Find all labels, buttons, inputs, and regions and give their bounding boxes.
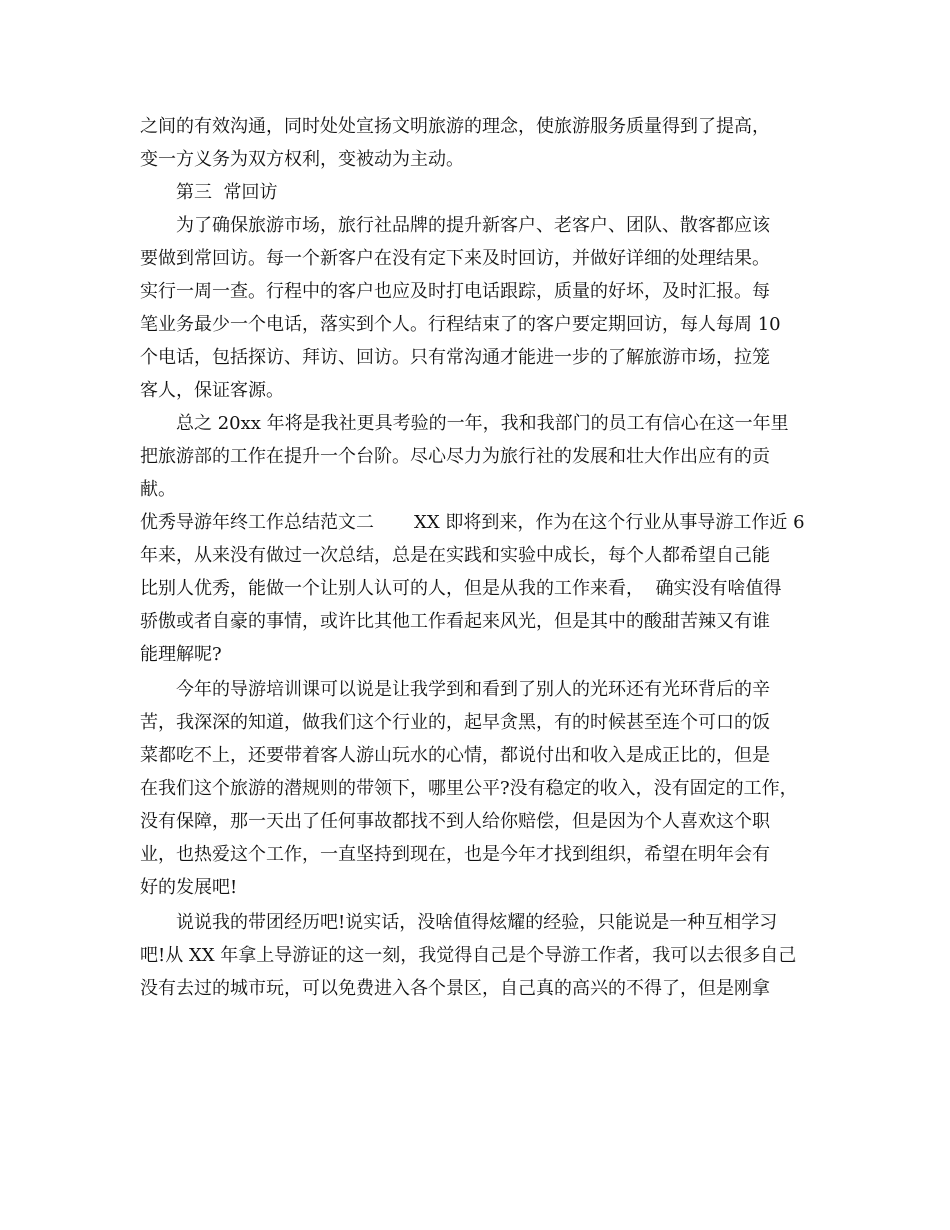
text-line: 没有去过的城市玩，可以免费进入各个景区，自己真的高兴的不得了，但是刚拿 — [140, 978, 770, 999]
text-line: 比别人优秀，能做一个让别人认可的人，但是从我的工作来看， 确实没有啥值得 — [140, 578, 782, 599]
document-body — [140, 110, 820, 1005]
text-line: 今年的导游培训课可以说是让我学到和看到了别人的光环还有光环背后的辛 — [176, 679, 770, 700]
text-line: 为了确保旅游市场，旅行社品牌的提升新客户、老客户、团队、散客都应该 — [176, 215, 770, 236]
text-line: 变一方义务为双方权利，变被动为主动。 — [140, 149, 464, 170]
text-line: 骄傲或者自豪的事情，或许比其他工作看起来风光，但是其中的酸甜苦辣又有谁 — [140, 611, 770, 632]
text-line: 优秀导游年终工作总结范文二 XX 即将到来，作为在这个行业从事导游工作近 6 — [140, 512, 805, 533]
text-line: 能理解呢? — [140, 644, 222, 665]
text-line: 吧!从 XX 年拿上导游证的这一刻，我觉得自己是个导游工作者，我可以去很多自己 — [140, 945, 797, 966]
text-line: 笔业务最少一个电话，落实到个人。行程结束了的客户要定期回访，每人每周 10 — [140, 314, 781, 335]
text-line: 总之 20xx 年将是我社更具考验的一年，我和我部门的员工有信心在这一年里 — [176, 413, 789, 434]
section-heading: 第三 常回访 — [176, 182, 278, 203]
text-line: 在我们这个旅游的潜规则的带领下，哪里公平?没有稳定的收入，没有固定的工作， — [140, 778, 798, 799]
text-line: 之间的有效沟通，同时处处宣扬文明旅游的理念，使旅游服务质量得到了提高， — [140, 116, 770, 137]
text-line: 年来，从来没有做过一次总结，总是在实践和实验中成长，每个人都希望自己能 — [140, 545, 770, 566]
text-line: 客人，保证客源。 — [140, 380, 284, 401]
text-line: 献。 — [140, 479, 176, 500]
text-line: 苦，我深深的知道，做我们这个行业的，起早贪黑，有的时候甚至连个可口的饭 — [140, 712, 770, 733]
text-line: 把旅游部的工作在提升一个台阶。尽心尽力为旅行社的发展和壮大作出应有的贡 — [140, 446, 770, 467]
text-line: 说说我的带团经历吧!说实话，没啥值得炫耀的经验，只能说是一种互相学习 — [176, 912, 778, 933]
text-line: 个电话，包括探访、拜访、回访。只有常沟通才能进一步的了解旅游市场，拉笼 — [140, 347, 770, 368]
text-line: 业，也热爱这个工作，一直坚持到现在，也是今年才找到组织，希望在明年会有 — [140, 844, 770, 865]
text-line: 实行一周一查。行程中的客户也应及时打电话跟踪，质量的好坏，及时汇报。每 — [140, 281, 770, 302]
text-line: 要做到常回访。每一个新客户在没有定下来及时回访，并做好详细的处理结果。 — [140, 248, 770, 269]
text-line: 没有保障，那一天出了任何事故都找不到人给你赔偿，但是因为个人喜欢这个职 — [140, 811, 770, 832]
text-line: 菜都吃不上，还要带着客人游山玩水的心情，都说付出和收入是成正比的，但是 — [140, 745, 770, 766]
text-line: 好的发展吧! — [140, 877, 238, 898]
